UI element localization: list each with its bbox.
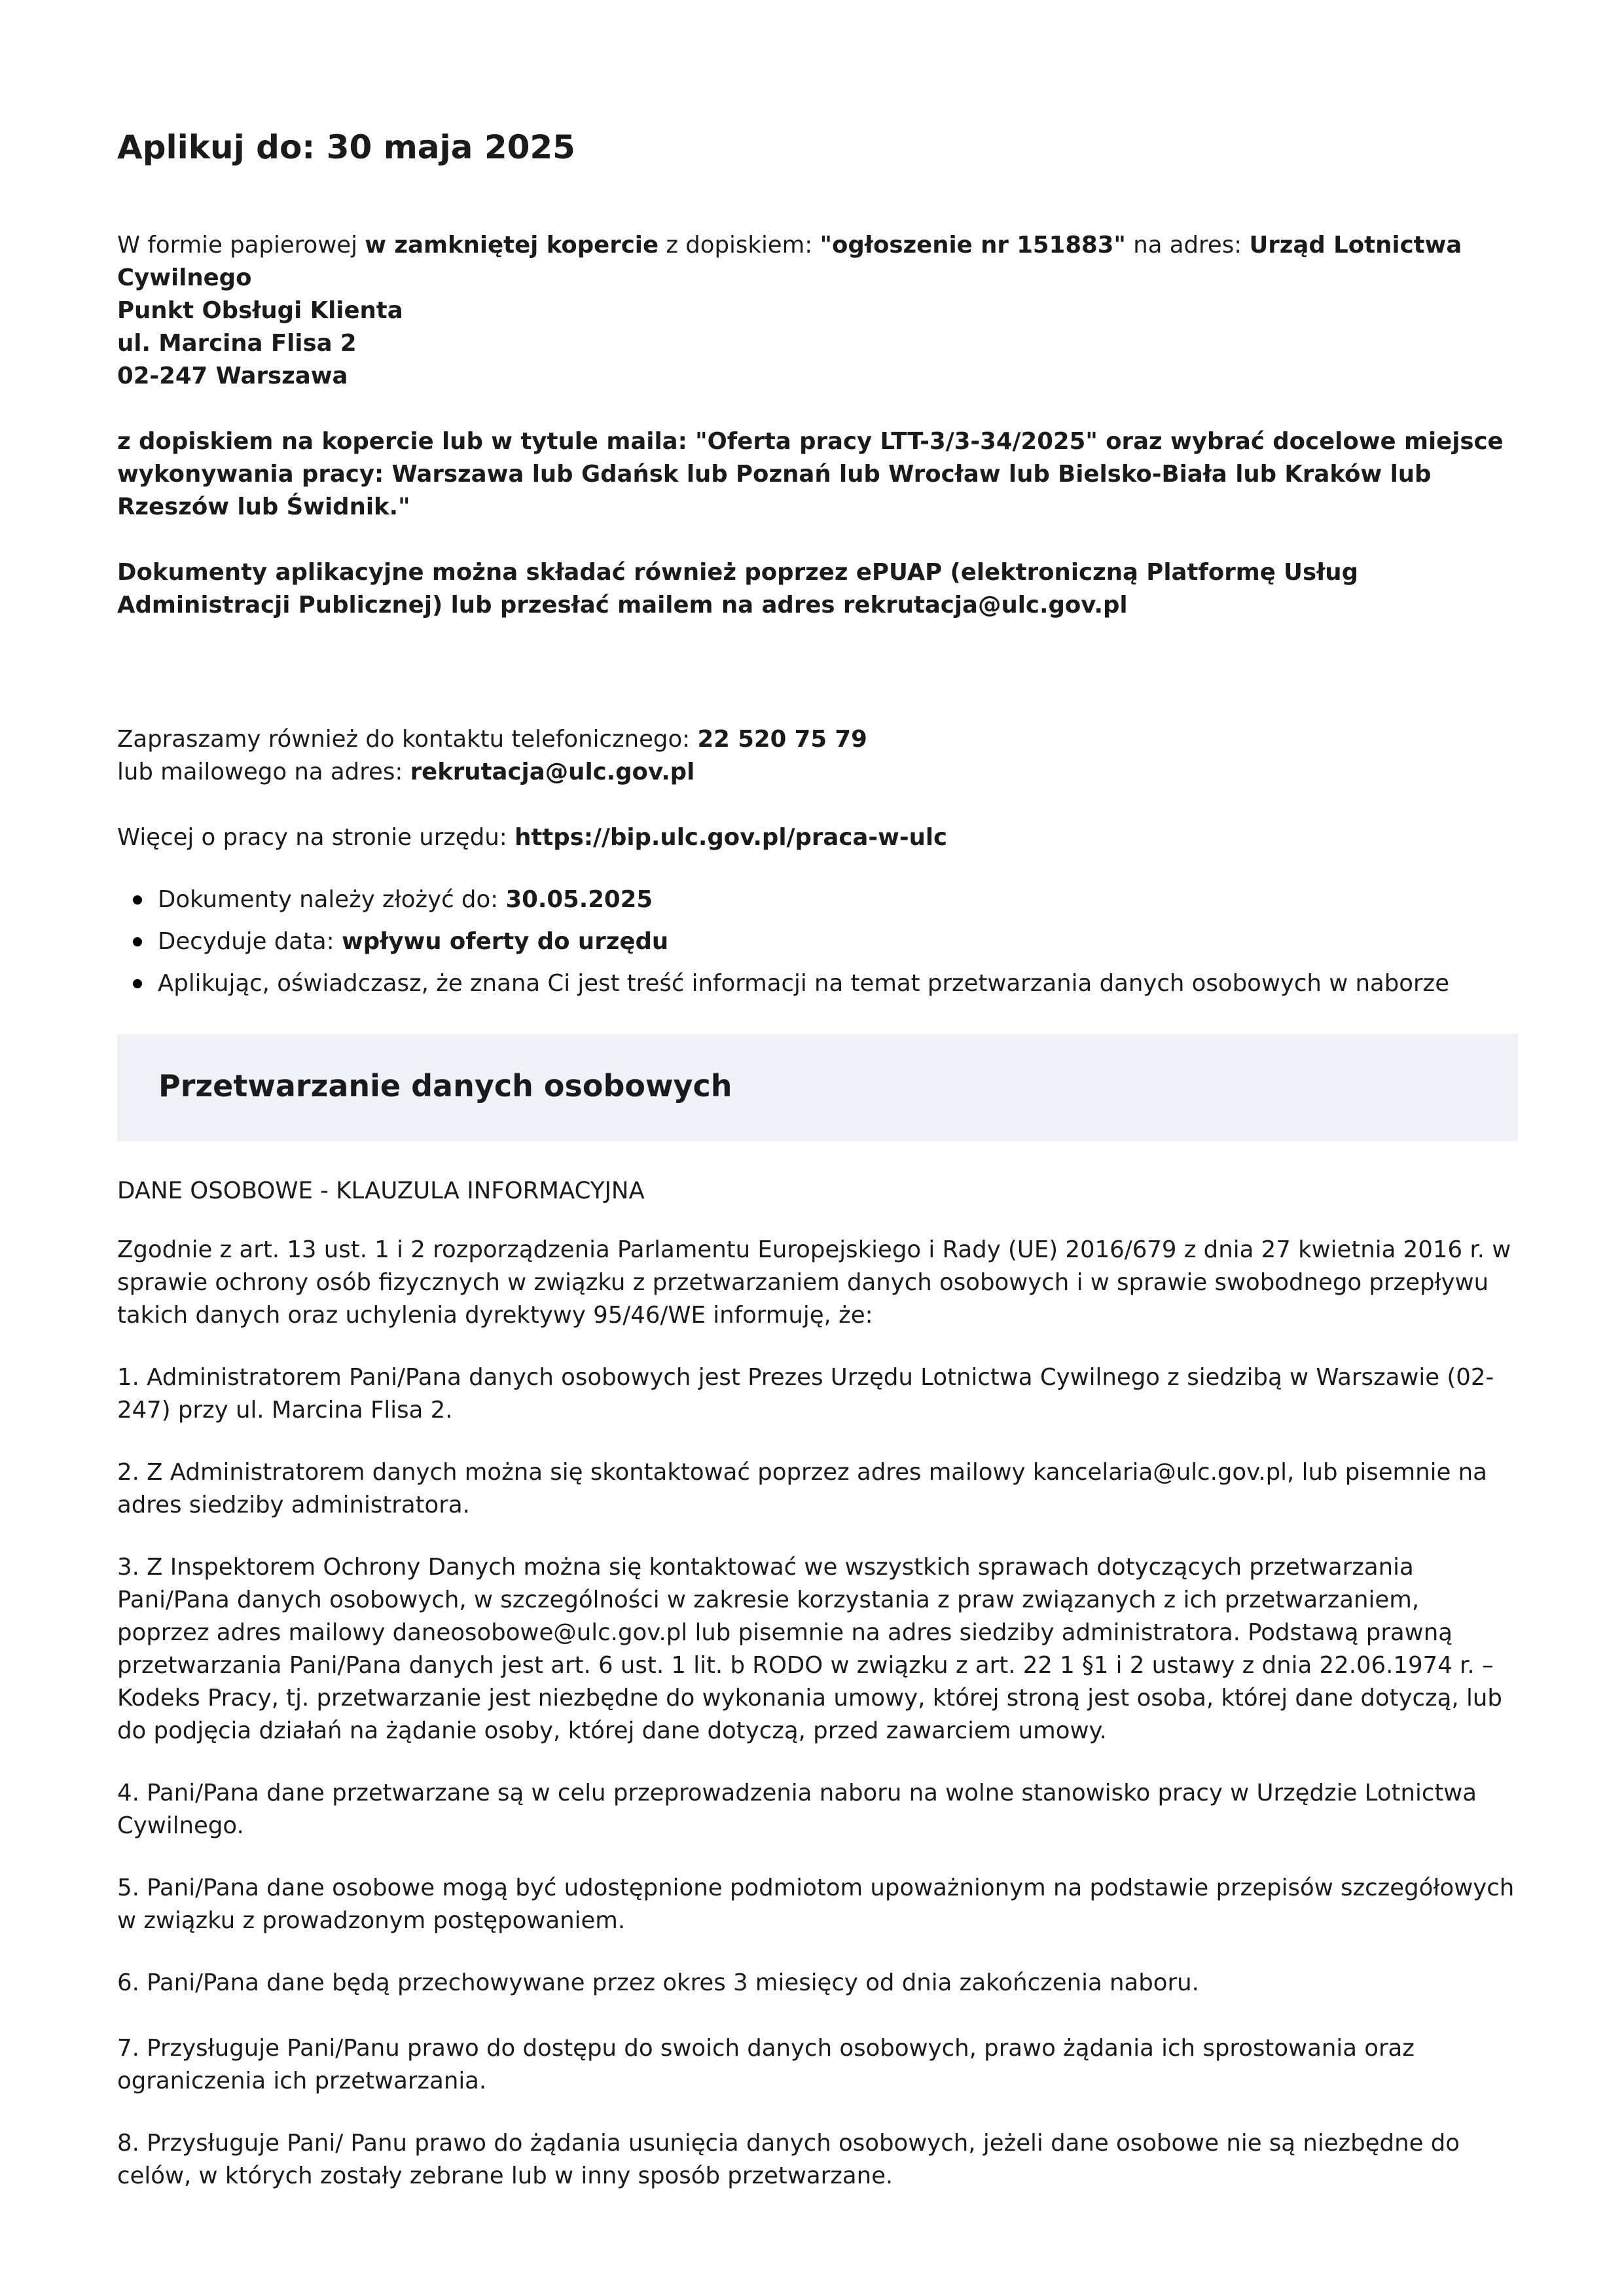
annotation-note-text: z dopiskiem na kopercie lub w tytule maila: "Oferta pracy LTT-3/3-34/2025" oraz wybrać docelowe miejsce wykonywania pracy: Warszawa lub Gdańsk lub Poznań lub Wrocław lub Bielsko-Biała lub Kraków lub Rzeszów lub Świdnik." (117, 428, 1504, 520)
clause-item-8: 8. Przysługuje Pani/ Panu prawo do żądania usunięcia danych osobowych, jeżeli dane osobowe nie są niezbędne do celów, w których zostały zebrane lub w inny sposób przetwarzane. (117, 2130, 1460, 2189)
paper-application-paragraph (117, 229, 1518, 393)
address-line-1: Punkt Obsługi Klienta (117, 297, 403, 324)
list-item-decides (117, 925, 1518, 967)
office-name: Urząd Lotnictwa Cywilnego (117, 232, 1462, 291)
sealed-envelope-text: w zamkniętej kopercie (365, 232, 659, 259)
paper-text-5: na adres: (1125, 232, 1250, 259)
contact-email: rekrutacja@ulc.gov.pl (410, 759, 695, 785)
clause-item-2: 2. Z Administratorem danych można się skontaktować poprzez adres mailowy kancelaria@ulc.gov.pl, lub pisemnie na adres siedziby administratora. (117, 1459, 1487, 1518)
decides-label: Decyduje data: (158, 928, 342, 955)
list-item-deadline (117, 884, 1518, 925)
phone-number: 22 520 75 79 (697, 726, 867, 753)
contact-paragraph (117, 723, 1518, 789)
epuap-note-text: Dokumenty aplikacyjne można składać również poprzez ePUAP (elektroniczną Platformę Usług Administracji Publicznej) lub przesłać mailem na adres rekrutacja@ulc.gov.pl (117, 559, 1358, 619)
section-banner (117, 1034, 1518, 1141)
website-label: Więcej o pracy na stronie urzędu: (117, 824, 515, 851)
clause-heading: DANE OSOBOWE - KLAUZULA INFORMACYJNA (117, 1177, 645, 1204)
clause-intro: Zgodnie z art. 13 ust. 1 i 2 rozporządzenia Parlamentu Europejskiego i Rady (UE) 2016/679 z dnia 27 kwietnia 2016 r. w sprawie ochrony osób fizycznych w związku z przetwarzaniem danych osobowych i w sprawie swobodnego przepływu takich danych oraz uchylenia dyrektywy 95/46/WE informuję, że: (117, 1236, 1511, 1329)
paper-text-3: z dopiskiem: (659, 232, 820, 259)
clause-item-1: 1. Administratorem Pani/Pana danych osobowych jest Prezes Urzędu Lotnictwa Cywilnego z siedzibą w Warszawie (02-247) przy ul. Marcina Flisa 2. (117, 1364, 1494, 1424)
consent-text: Aplikując, oświadczasz, że znana Ci jest treść informacji na temat przetwarzania danych osobowych w naborze (158, 970, 1450, 997)
clause-item-7: 7. Przysługuje Pani/Panu prawo do dostępu do swoich danych osobowych, prawo żądania ich sprostowania oraz ograniczenia ich przetwarzania. (117, 2035, 1415, 2094)
application-info-list (117, 884, 1518, 1009)
deadline-value: 30.05.2025 (505, 886, 653, 913)
address-line-3: 02-247 Warszawa (117, 363, 348, 389)
paper-text-1: W formie papierowej (117, 232, 365, 259)
clause-item-6: 6. Pani/Pana dane będą przechowywane przez okres 3 miesięcy od dnia zakończenia naboru. (117, 1969, 1199, 1996)
epuap-note (117, 556, 1518, 622)
website-url: https://bip.ulc.gov.pl/praca-w-ulc (514, 824, 948, 851)
announcement-number: "ogłoszenie nr 151883" (820, 232, 1126, 259)
website-paragraph (117, 821, 1518, 854)
address-line-2: ul. Marcina Flisa 2 (117, 330, 357, 357)
phone-label: Zapraszamy również do kontaktu telefonicznego: (117, 726, 698, 753)
clause-item-3: 3. Z Inspektorem Ochrony Danych można się kontaktować we wszystkich sprawach dotyczących przetwarzania Pani/Pana danych osobowych, w szczególności w zakresie korzystania z praw związanych z ich przetwarzaniem, poprzez adres mailowy daneosobowe@ulc.gov.pl lub pisemnie na adres siedziby administratora. Podstawą prawną przetwarzania Pani/Pana danych jest art. 6 ust. 1 lit. b RODO w związku z art. 22 1 §1 i 2 ustawy z dnia 22.06.1974 r. – Kodeks Pracy, tj. przetwarzanie jest niezbędne do wykonania umowy, której stroną jest osoba, której dane dotyczą, lub do podjęcia działań na żądanie osoby, której dane dotyczą, przed zawarciem umowy. (117, 1554, 1502, 1744)
bullet-icon (133, 937, 142, 946)
bullet-icon (133, 895, 142, 905)
clause-item-5: 5. Pani/Pana dane osobowe mogą być udostępnione podmiotom upoważnionym na podstawie przepisów szczegółowych w związku z prowadzonym postępowaniem. (117, 1874, 1515, 1934)
deadline-heading: Aplikuj do: 30 maja 2025 (117, 128, 575, 166)
bullet-icon (133, 979, 142, 988)
decides-value: wpływu oferty do urzędu (341, 928, 669, 955)
section-title: Przetwarzanie danych osobowych (158, 1068, 732, 1103)
deadline-label: Dokumenty należy złożyć do: (158, 886, 506, 913)
annotation-note (117, 425, 1518, 524)
list-item-consent (117, 967, 1518, 1009)
mail-label: lub mailowego na adres: (117, 759, 410, 785)
clause-item-4: 4. Pani/Pana dane przetwarzane są w celu przeprowadzenia naboru na wolne stanowisko pracy w Urzędzie Lotnictwa Cywilnego. (117, 1780, 1477, 1839)
